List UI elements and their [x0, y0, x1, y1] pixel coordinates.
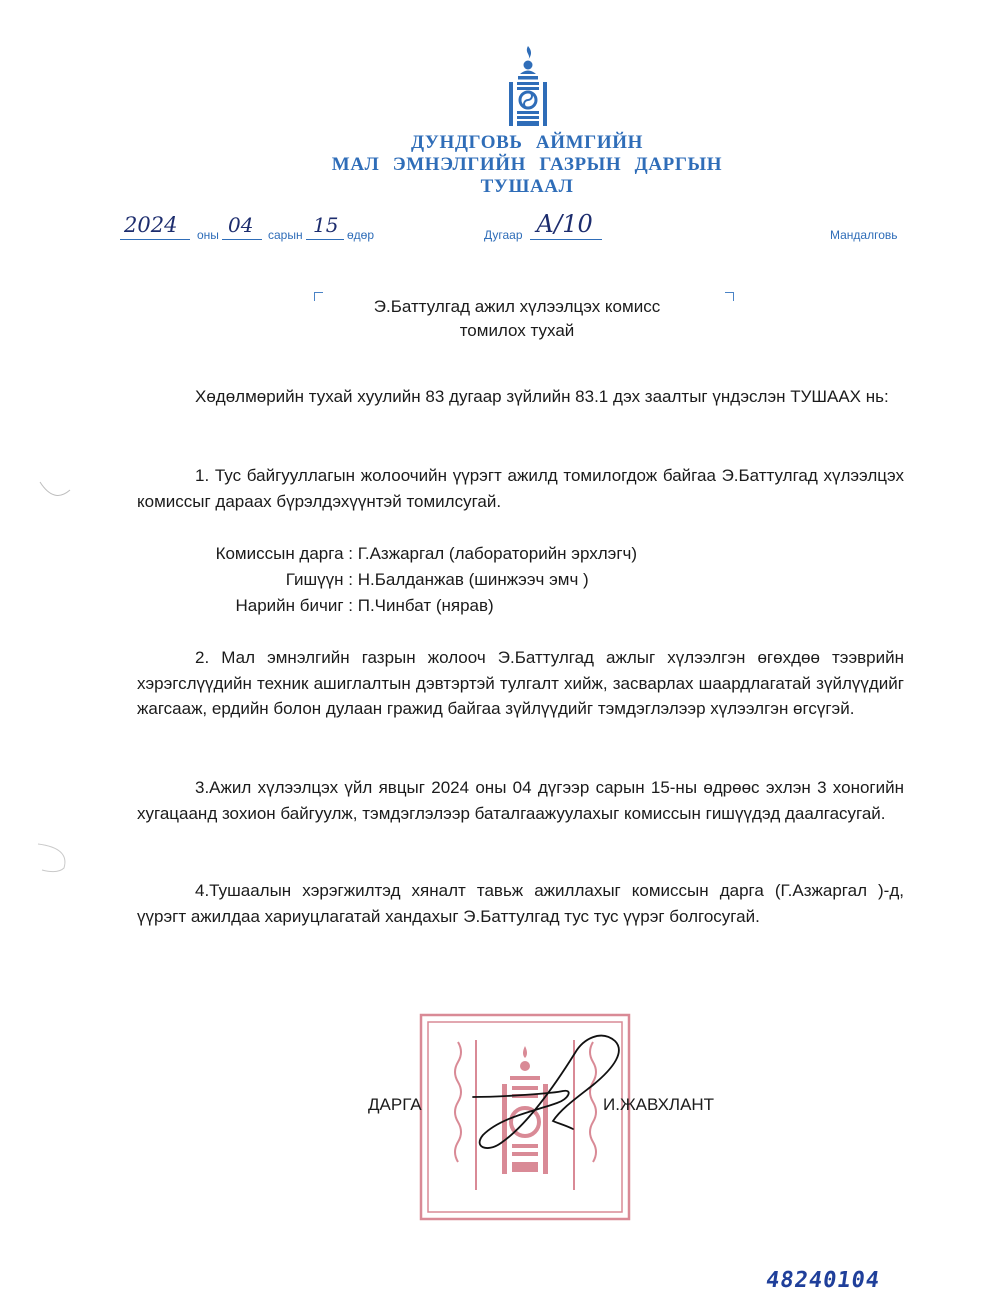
role-row [180, 567, 637, 593]
signer-name: И.ЖАВХЛАНТ [603, 1095, 715, 1114]
punch-hole-mark-icon [36, 470, 76, 504]
role-row [180, 593, 637, 619]
role-title: Нарийн бичиг : [235, 596, 353, 615]
date-month-value: 04 [228, 213, 254, 237]
role-person: П.Чинбат (нярав) [357, 596, 494, 615]
item-3-paragraph: 3.Ажил хүлээлцэх үйл явцыг 2024 оны 04 дүгээр сарын 15-ны өдрөөс эхлэн 3 хоногийн хугацаанд зохион байгуулж, тэмдэглэлээр баталгаажуулахыг комиссын гишүүдэд даалгасугай. [137, 778, 904, 823]
order-number-label: Дугаар [484, 228, 523, 242]
signer-title: ДАРГА [368, 1095, 422, 1114]
date-year-value: 2024 [124, 213, 178, 237]
order-number-value: А/10 [536, 210, 593, 238]
role-row [180, 541, 637, 567]
state-emblem-icon [503, 44, 553, 130]
date-year-label: оны [197, 228, 219, 242]
role-person: Н.Балданжав (шинжээч эмч ) [357, 570, 589, 589]
subject-line-2: томилох тухай [459, 321, 575, 340]
punch-hole-mark-icon [34, 838, 74, 878]
role-title: Комиссын дарга : [215, 544, 353, 563]
commission-roles [180, 541, 637, 619]
intro-paragraph: Хөдөлмөрийн тухай хуулийн 83 дугаар зүйлийн 83.1 дэх заалтыг үндэслэн ТУШААХ нь: [195, 387, 889, 406]
header-line-1: ДУНДГОВЬ АЙМГИЙН [411, 132, 643, 153]
header-line-3: ТУШААЛ [480, 176, 574, 197]
role-person: Г.Азжаргал (лабораторийн эрхлэгч) [357, 544, 638, 563]
date-day-value: 15 [313, 213, 339, 237]
item-4-paragraph: 4.Тушаалын хэрэгжилтэд хяналт тавьж ажиллахыг комиссын дарга (Г.Азжаргал )-д, үүрэгт ажилдаа хариуцлагатай хандахыг Э.Баттулгад тус тус үүрэг болгосугай. [137, 881, 904, 926]
serial-number: 48240104 [764, 1268, 882, 1293]
date-day-label: өдөр [347, 228, 375, 242]
header-line-2: МАЛ ЭМНЭЛГИЙН ГАЗРЫН ДАРГЫН [331, 154, 723, 175]
place-label: Мандалговь [830, 228, 898, 242]
subject-line-1: Э.Баттулгад ажил хүлээлцэх комисс [373, 297, 661, 316]
role-title: Гишүүн : [285, 570, 353, 589]
date-month-label: сарын [268, 228, 303, 242]
item-1-paragraph: 1. Тус байгууллагын жолоочийн үүрэгт ажилд томилогдож байгаа Э.Баттулгад хүлээлцэх комиссыг дараах бүрэлдэхүүнтэй томилсугай. [137, 466, 904, 511]
item-2-paragraph: 2. Мал эмнэлгийн газрын жолооч Э.Баттулгад ажлыг хүлээлгэн өгөхдөө тээврийн хэрэгслүүдийн техник ашиглалтын дэвтэртэй тулгалт хийж, засварлах шаардлагатай зүйлүүдийг жагсааж, ердийн болон дулаан гражид байгаа зүйлүүдийг тэмдэглэлээр хүлээлгэн өгсүгэй. [137, 648, 904, 718]
handwritten-signature-icon [465, 1025, 625, 1155]
